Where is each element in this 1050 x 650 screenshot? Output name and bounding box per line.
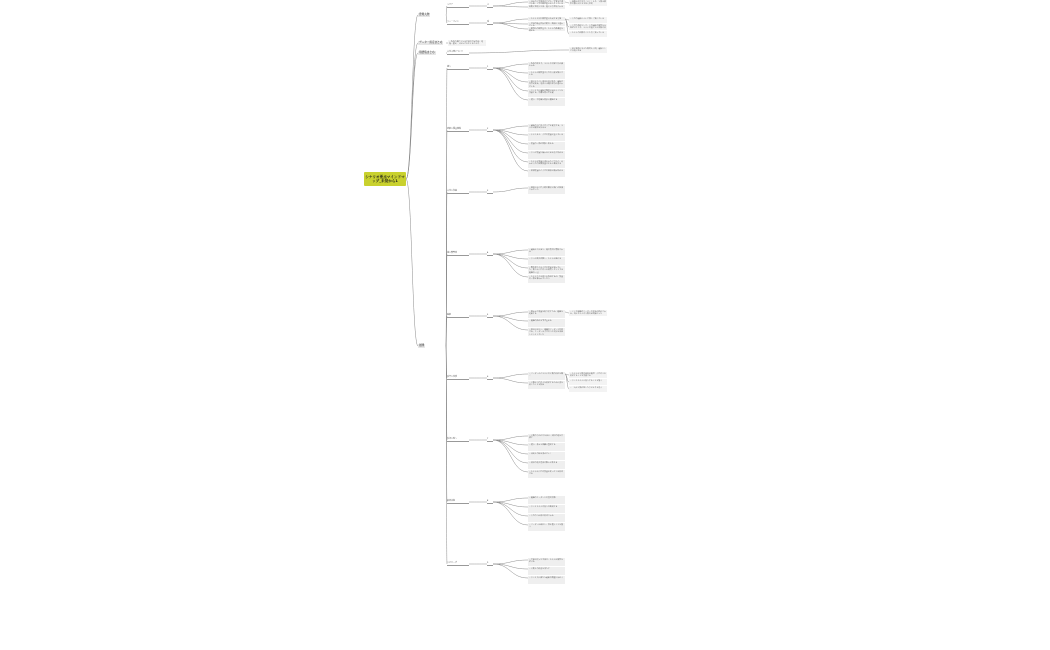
leaf-node[interactable]: ・ラニとルサナの協力で勝利する [528,505,565,513]
leaf-node[interactable]: ・装置の一部が作動し始める [528,142,565,150]
leaf-node[interactable]: ・王国の騎士団長の娘で、剣術にも優れ [529,22,563,25]
note-box[interactable]: ・物語の舞台となる王国の基本設定、地理、歴史、文化などをまとめたもの [448,40,486,46]
leaf-node[interactable]: ・映像には古代文明の繁栄と滅亡が記録されていた [528,186,565,194]
root-node[interactable]: シナリオ要点マインドマップ_未発から1 [364,172,406,186]
leaf-node[interactable]: ・拠点に潜入し、組織のリーダーと対面する。リーダーは古代の力で世界を支配しようとしていた [529,328,564,336]
sub-branch[interactable]: 真実の発覚 [447,376,469,380]
sub-branch[interactable]: 導入 [447,66,469,70]
sub-branch[interactable]: 謎の襲撃者 [447,252,469,256]
leaf-node[interactable]: ・ほかの大学教授の子ども、学者を目指 [529,0,564,3]
branch-tag[interactable]: 3 [487,190,493,194]
leaf-node[interactable]: ・ラニと共に遺跡の調査に向かうことを決意する。準備を整えて出発 [528,89,565,97]
sub-branch[interactable]: ルサナ [447,4,469,8]
sub-branch[interactable]: エピローグ [447,562,469,566]
leaf-node[interactable]: ・リーダーからルサナの父親の消息を聞く [528,372,565,380]
leaf-node[interactable]: ・記録装置から古代の映像が流れ始める [528,169,565,177]
leaf-node[interactable]: ・遺跡から出ると、謎の集団に襲撃される [528,248,565,256]
leaf-node[interactable]: ・父親の手がかりを元に、封印の地を目指す [528,434,565,442]
note-box[interactable]: ・古代の遺跡について詳しく調べている [569,17,607,23]
leaf-node[interactable]: ・遺跡の入口で古代文字を発見する。ルサナが解読を試みる [528,124,565,132]
branch-tag[interactable]: 7 [487,438,493,442]
leaf-node[interactable]: ・中に入ると、古代の装置が並んでいる [528,133,565,141]
leaf-node[interactable]: 両親と死別した後、祖父に引き取られる [529,5,564,8]
branch-tag[interactable]: 8 [487,500,493,504]
leaf-node[interactable]: ・ラニが剣で応戦し、ルサナは逃げる [528,257,565,265]
note-box[interactable]: ・大学の教授として、古代遺跡の研究を長年続けており、ルサナの祖父とは旧知の仲 [570,24,606,30]
leaf-node[interactable]: ・物語の始まり。ルサナの日常生活が描かれる [528,62,565,70]
leaf-node[interactable]: ・奪われた装置を取り戻すため、組織を追跡する [528,310,565,318]
leaf-node[interactable]: ・平和が戻った王国で、ルサナは研究を続ける [528,558,565,566]
leaf-node[interactable]: ・ルサナと同じ研究室に所属する先輩 [528,17,565,21]
leaf-node[interactable]: ・ルサナは古代の装置を使って力を封印する [528,470,565,478]
leaf-node[interactable]: ・封印の地で最後の戦いが始まる [528,461,565,469]
leaf-node[interactable]: ・組織の拠点を突き止める [528,319,565,327]
sub-branch[interactable]: 最終決戦 [447,500,469,504]
branch-node[interactable]: 登場人物 [419,13,430,16]
note-box[interactable]: ・母親は病気で早くに亡くなり、父親は研究の旅に出たまま行方不明 [570,0,606,6]
leaf-node[interactable]: ・古代の力は再び封印される [528,514,565,522]
sub-branch[interactable]: 遺跡の調査開始 [447,128,469,132]
sub-branch[interactable]: 古代文明について [447,51,469,55]
leaf-node[interactable]: ・組織のリーダーとの最終決戦 [528,496,565,504]
sub-branch[interactable]: ラニ・フォン [447,21,469,25]
branch-tag[interactable]: 6 [487,376,493,380]
note-box[interactable]: ・ルサナは父親の意志を継ぎ、古代の力を封印することを決意する [570,372,606,378]
note-box[interactable]: ・数千年前に栄えた高度な文明。遺跡として各地に残る [570,47,606,53]
leaf-node[interactable]: ・祖父から古い地図を受け取り、遺跡の存在を知る。地図には謎の記号が書かれている [529,80,564,88]
leaf-node[interactable]: ・リーダーは改心し、罪を償うことを誓う [528,523,565,531]
leaf-node[interactable]: ・道中、様々な困難に直面する [528,443,565,451]
note-box[interactable]: ・ルサナの両親のことも良く知っている [569,31,607,37]
sub-branch[interactable]: 古代の記録 [447,190,469,194]
leaf-node[interactable]: ・研究所の研究員で、ルサナの指導役を務める [529,27,563,33]
note-box[interactable]: ・ここで組織のリーダーの正体が明かされる。実はルサナの父親の元同僚だった [570,310,606,316]
branch-node[interactable]: 展開 [419,344,425,347]
sub-branch[interactable]: 封印の地へ [447,438,469,442]
branch-tag[interactable]: 1 [487,66,493,70]
leaf-node[interactable]: ・ルサナが研究室で古代の文献を調べている [528,71,565,79]
leaf-node[interactable]: ・道中、不思議な現象に遭遇する [528,98,565,106]
branch-tag[interactable]: 主 [487,4,493,8]
note-box[interactable]: ・二人は父親が残した手がかりを追う [569,386,607,392]
branch-tag[interactable]: 5 [487,314,493,318]
leaf-node[interactable]: ・仲間との絆を深めていく [528,452,565,460]
sub-branch[interactable]: 追跡 [447,314,469,318]
leaf-node[interactable]: ・父親は古代の力を封印するために姿を消したことを知る [528,381,565,389]
branch-tag[interactable]: 2 [487,128,493,132]
note-box[interactable]: ・ラニもルサナに協力することを誓う [569,379,607,385]
leaf-node[interactable]: ・ラニと共に新たな遺跡の調査に向かう [528,576,565,584]
leaf-node[interactable]: ・ルサナたちは何とか撃退するが、装置の一部を奪われてしまう [528,275,565,283]
branch-tag[interactable]: 副 [487,21,493,25]
leaf-node[interactable]: ・ルサナは装置に書かれた文字から、それが古代の記録装置であると推測する [528,160,565,168]
leaf-node[interactable]: ・襲撃者たちは古代の装置を狙っていた。彼らは古代の力を利用しようとする組織の一員 [529,266,564,274]
leaf-node[interactable]: ・父親との再会を果たす [528,567,565,575]
branch-tag[interactable]: 4 [487,252,493,256]
branch-node[interactable]: データ・設定まとめ [419,41,443,44]
branch-node[interactable]: 用語集まとめ [419,51,435,54]
leaf-node[interactable]: ・ラニが装置に触れると光を放ち始める [528,151,565,159]
branch-tag[interactable]: 9 [487,562,493,566]
